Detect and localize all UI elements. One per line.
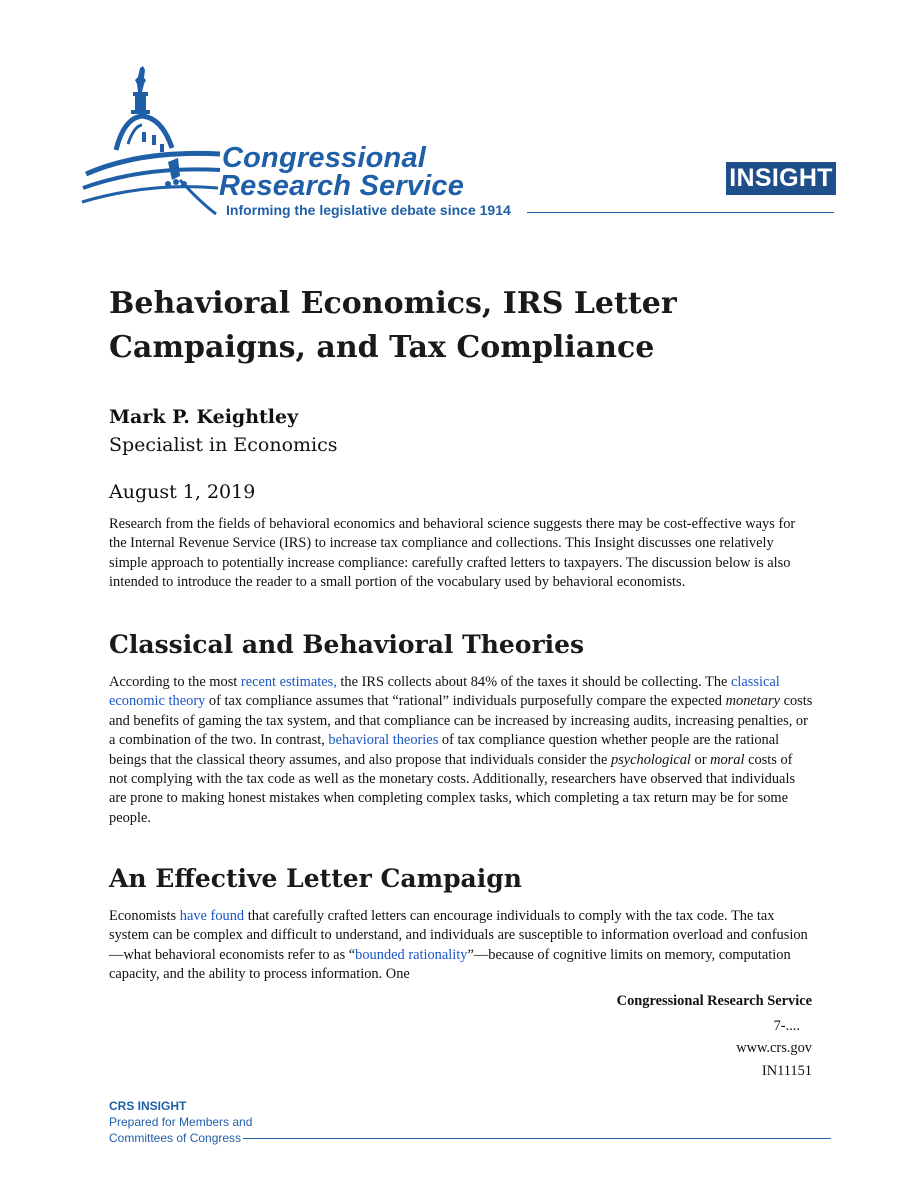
text-run: ”—because of cognitive limits on memory, computation capacity, and the ability to process information. One — [109, 946, 791, 983]
text-run: Economists — [109, 908, 180, 924]
footer-divider — [243, 1138, 831, 1139]
section-heading-classical-behavioral: Classical and Behavioral Theories — [109, 630, 585, 659]
org-name-line-2: Research Service — [219, 170, 465, 202]
footer-org-name: Congressional Research Service — [616, 993, 812, 1009]
text-run: or — [690, 751, 711, 768]
text-run: According to the most — [109, 674, 241, 690]
text-run: of tax compliance assumes that “rational” individuals purposefully compare the expected — [205, 693, 726, 710]
org-tagline: Informing the legislative debate since 1914 — [226, 202, 511, 218]
insight-badge: INSIGHT — [726, 162, 836, 195]
product-id: IN11151 — [761, 1063, 812, 1079]
link-recent-estimates[interactable]: recent estimates, — [240, 674, 337, 690]
series-label: CRS INSIGHT — [109, 1099, 187, 1113]
intro-paragraph: Research from the fields of behavioral economics and behavioral science suggests there may be cost-effective ways for the Internal Revenue Service (IRS) to increase tax compliance and collections. This Insight discusses one relatively simple approach to potentially increase compliance: carefully crafted letters to taxpayers. The discussion below is also intended to introduce the reader to a small portion of the vocabulary used by behavioral economists. — [109, 516, 796, 591]
text-run: costs of not complying with the tax code as well as the monetary costs. Additionally, researchers have observed that individuals are prone to making honest mistakes when completing complex tasks, which completing a tax return may be for some people. — [109, 751, 796, 826]
org-name-line-1: Congressional — [222, 142, 427, 174]
text-run: of tax compliance question whether people are the rational beings that the classical theory assumes, and also propose that individuals consider the — [109, 732, 780, 768]
emphasis-moral: moral — [710, 751, 745, 768]
prepared-for-line-1: Prepared for Members and — [109, 1115, 253, 1129]
author-name: Mark P. Keightley — [109, 406, 299, 428]
publication-date: August 1, 2019 — [109, 481, 256, 503]
header-divider — [527, 212, 834, 213]
text-run: that carefully crafted letters can encourage individuals to comply with the tax code. The tax system can be complex and difficult to understand, and individuals are susceptible to information overload and confusion—what behavioral economists refer to as “ — [109, 908, 808, 963]
footer-website: www.crs.gov — [736, 1040, 812, 1056]
text-run: the IRS collects about 84% of the taxes it should be collecting. The — [336, 674, 732, 690]
emphasis-monetary: monetary — [725, 693, 780, 710]
section-heading-letter-campaign: An Effective Letter Campaign — [109, 864, 522, 893]
capitol-dome-logo-icon — [80, 62, 230, 222]
link-behavioral-theories[interactable]: behavioral theories — [328, 732, 439, 749]
link-have-found[interactable]: have found — [179, 908, 245, 924]
document-number: 7-.... — [773, 1018, 800, 1034]
prepared-for-line-2: Committees of Congress — [109, 1131, 242, 1145]
author-role: Specialist in Economics — [109, 434, 338, 456]
section-paragraph-letter-campaign — [109, 907, 813, 985]
text-run: costs and benefits of gaming the tax system, and that compliance can be increased by increasing audits, increasing penalties, or a combination of the two. In contrast, — [109, 693, 813, 749]
link-classical-economic-theory[interactable]: classical economic theory — [109, 674, 780, 710]
emphasis-psychological: psychological — [610, 751, 691, 768]
link-bounded-rationality[interactable]: bounded rationality — [355, 946, 468, 963]
document-title: Behavioral Economics, IRS Letter Campaigns, and Tax Compliance — [109, 286, 677, 365]
section-paragraph-classical-behavioral — [109, 673, 813, 828]
